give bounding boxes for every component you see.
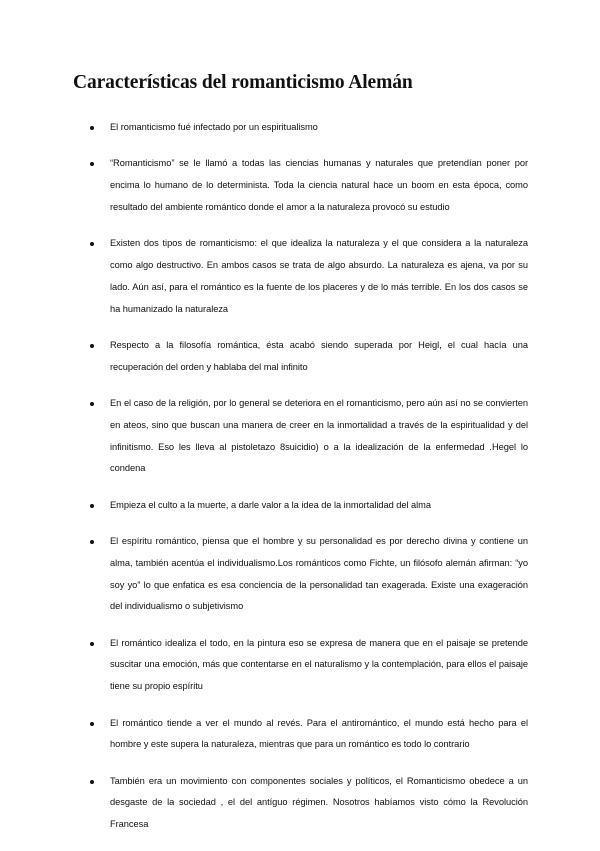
list-item-text: El romántico tiende a ver el mundo al revés. Para el antiromántico, el mundo está hecho para el hombre y este supera la naturaleza, mientras que para un romántico es todo lo contrario — [110, 717, 528, 750]
list-item — [92, 495, 528, 517]
bullet-icon — [90, 504, 94, 508]
bullet-icon — [90, 642, 94, 646]
bullet-icon — [90, 402, 94, 406]
list-item-text: El espíritu romántico, piensa que el hombre y su personalidad es por derecho divina y contiene un alma, también acentúa el individualismo.Los románticos como Fichte, un filósofo alemán afirman: “yo soy yo” lo que enfatica es esa conciencia de la personalidad tan exagerada. Existe una exageración del individualismo o subjetivismo — [110, 535, 528, 612]
list-item — [92, 531, 528, 618]
list-item — [92, 153, 528, 218]
bullet-icon — [90, 780, 94, 784]
list-item — [92, 233, 528, 320]
bullet-icon — [90, 162, 94, 166]
list-item — [92, 335, 528, 379]
bullet-list — [92, 117, 528, 851]
bullet-icon — [90, 722, 94, 726]
list-item-text: El romanticismo fué infectado por un espiritualismo — [110, 122, 318, 132]
list-item-text: Empieza el culto a la muerte, a darle valor a la idea de la inmortalidad del alma — [110, 499, 432, 510]
bullet-icon — [90, 344, 94, 348]
list-item — [92, 771, 528, 836]
list-item-text: Respecto a la filosofía romántica, ésta acabó siendo superada por Heigl, el cual hacía una recuperación del orden y hablaba del mal infinito — [110, 339, 528, 372]
list-item-text: En el caso de la religión, por lo general se deteriora en el romanticismo, pero aún así no se convierten en ateos, sino que buscan una manera de creer en la inmortalidad a través de la espiritualidad y del infinitismo. Eso les lleva al pistoletazo 8suicidio) o a la idealización de la enfermedad .Hegel lo condena — [110, 397, 528, 474]
bullet-icon — [90, 126, 94, 130]
document-title: Características del romanticismo Alemán — [73, 72, 413, 93]
list-item — [92, 713, 528, 757]
list-item-text: El romántico idealiza el todo, en la pintura eso se expresa de manera que en el paisaje se pretende suscitar una emoción, más que contentarse en el naturalismo y la contemplación, para ellos el paisaje tiene su propio espíritu — [110, 637, 528, 692]
list-item-text: “Romanticismo” se le llamó a todas las ciencias humanas y naturales que pretendían poner por encima lo humano de lo determinista. Toda la ciencia natural hace un boom en esta época, como resultado del ambiente romántico donde el amor a la naturaleza provocó su estudio — [110, 158, 528, 212]
list-item-text: También era un movimiento con componentes sociales y políticos, el Romanticismo obedece a un desgaste de la sociedad , el del antíguo régimen. Nosotros habíamos visto cómo la Revolución Francesa — [110, 775, 528, 830]
list-item — [92, 117, 528, 139]
list-item-text: Existen dos tipos de romanticismo: el que idealiza la naturaleza y el que considera a la naturaleza como algo destructivo. En ambos casos se trata de algo absurdo. La naturaleza es ajena, va por su lado. Aún así, para el romántico es la fuente de los placeres y de lo más terrible. En los dos casos se ha humanizado la naturaleza — [110, 238, 528, 314]
bullet-icon — [90, 242, 94, 246]
list-item — [92, 393, 528, 480]
bullet-icon — [90, 540, 94, 544]
list-item — [92, 633, 528, 698]
